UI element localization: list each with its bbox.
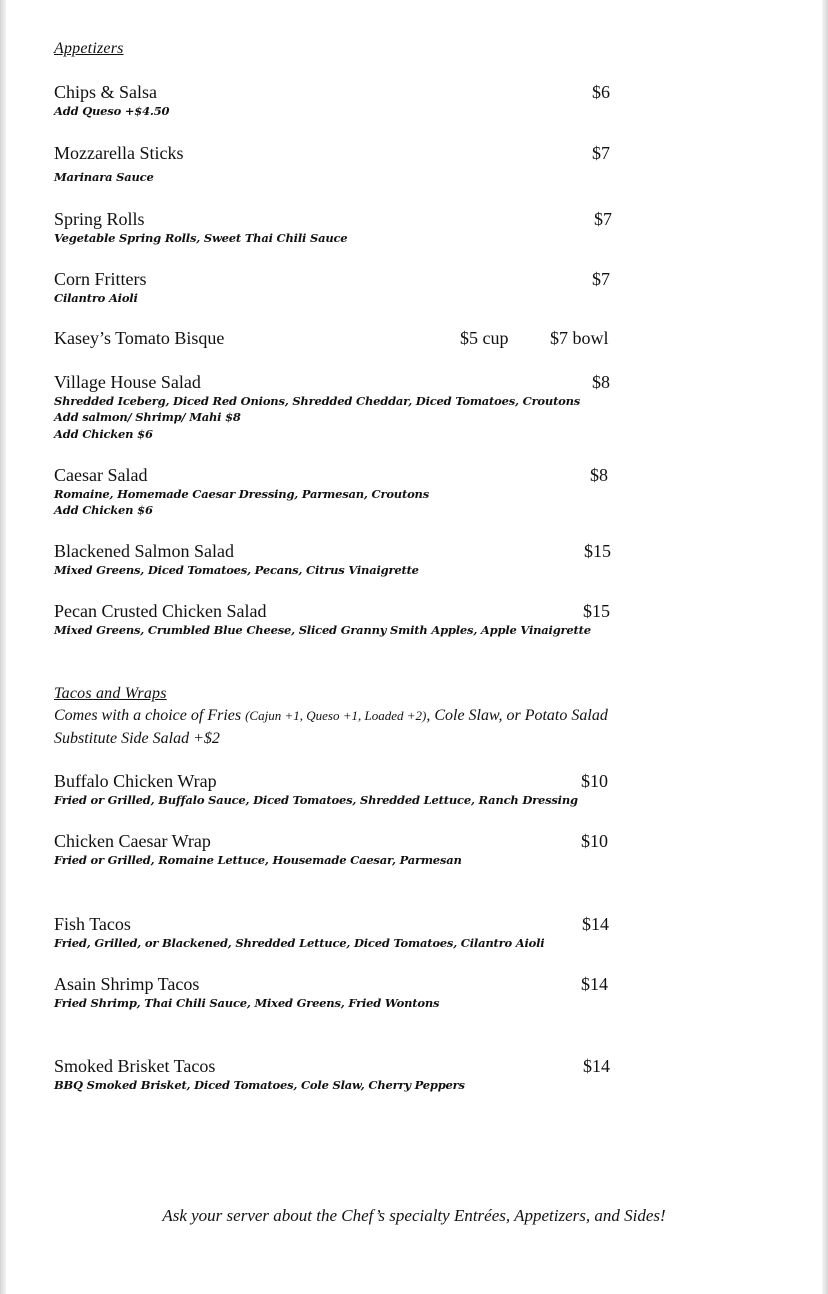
page-edge-left [0, 0, 6, 1294]
menu-item-price: $6 [592, 82, 610, 102]
menu-item-desc: BBQ Smoked Brisket, Diced Tomatoes, Cole Slaw, Cherry Peppers [54, 1078, 465, 1092]
menu-item-desc: Add salmon/ Shrimp/ Mahi $8 [54, 410, 241, 424]
menu-item-desc: Add Queso +$4.50 [54, 104, 170, 118]
menu-item-name: Chicken Caesar Wrap [54, 831, 211, 851]
menu-item-desc: Fried, Grilled, or Blackened, Shredded Lettuce, Diced Tomatoes, Cilantro Aioli [54, 936, 545, 950]
menu-item-price: $7 [592, 269, 610, 289]
menu-item-price: $10 [581, 771, 608, 791]
menu-item-price: $7 [594, 209, 612, 229]
menu-item-price: $14 [582, 914, 609, 934]
menu-item-name: Kasey’s Tomato Bisque [54, 328, 225, 348]
menu-item-desc: Mixed Greens, Diced Tomatoes, Pecans, Citrus Vinaigrette [54, 563, 419, 577]
menu-item-price: $14 [581, 974, 608, 994]
menu-item-name: Blackened Salmon Salad [54, 541, 234, 561]
menu-item-price: $15 [584, 541, 611, 561]
footer-note: Ask your server about the Chef’s specialty Entrées, Appetizers, and Sides! [162, 1206, 666, 1225]
menu-item-price: $14 [583, 1056, 610, 1076]
menu-item-desc: Add Chicken $6 [54, 503, 153, 517]
menu-item-name: Spring Rolls [54, 209, 145, 229]
menu-item-name: Pecan Crusted Chicken Salad [54, 601, 267, 621]
page-edge-right [822, 0, 828, 1294]
menu-item-name: Asain Shrimp Tacos [54, 974, 200, 994]
menu-item-desc: Fried or Grilled, Buffalo Sauce, Diced Tomatoes, Shredded Lettuce, Ranch Dressing [54, 793, 578, 807]
menu-item-price: $8 [590, 465, 608, 485]
menu-item-name: Caesar Salad [54, 465, 148, 485]
menu-item-price: $10 [581, 831, 608, 851]
tacos-side-note [54, 707, 608, 725]
menu-item-name: Chips & Salsa [54, 82, 158, 102]
menu-item-desc: Cilantro Aioli [54, 291, 138, 305]
menu-item-name: Village House Salad [54, 372, 201, 392]
menu-item-name: Buffalo Chicken Wrap [54, 771, 217, 791]
menu-item-desc: Shredded Iceberg, Diced Red Onions, Shredded Cheddar, Diced Tomatoes, Croutons [54, 394, 581, 408]
menu-item-desc: Fried or Grilled, Romaine Lettuce, Housemade Caesar, Parmesan [54, 853, 462, 867]
menu-item-name: Smoked Brisket Tacos [54, 1056, 216, 1076]
menu-item-desc: Add Chicken $6 [54, 427, 153, 441]
menu-item-desc: Romaine, Homemade Caesar Dressing, Parmesan, Croutons [54, 487, 429, 501]
tacos-heading: Tacos and Wraps [54, 685, 167, 702]
menu-item-desc: Fried Shrimp, Thai Chili Sauce, Mixed Greens, Fried Wontons [54, 996, 440, 1010]
menu-item-name: Fish Tacos [54, 914, 131, 934]
menu-item-price-cup: $5 cup [460, 328, 509, 348]
menu-item-name: Mozzarella Sticks [54, 143, 184, 163]
menu-item-desc: Marinara Sauce [54, 170, 154, 184]
tacos-note-part: Comes with a choice of Fries [54, 707, 246, 724]
menu-item-price: $8 [592, 372, 610, 392]
tacos-substitute-note: Substitute Side Salad +$2 [54, 730, 220, 747]
tacos-note-fries-options: (Cajun +1, Queso +1, Loaded +2) [245, 708, 427, 723]
menu-item-desc: Vegetable Spring Rolls, Sweet Thai Chili Sauce [54, 231, 348, 245]
menu-item-desc: Mixed Greens, Crumbled Blue Cheese, Sliced Granny Smith Apples, Apple Vinaigrette [54, 623, 591, 637]
menu-item-price: $15 [583, 601, 610, 621]
menu-item-price-bowl: $7 bowl [550, 328, 609, 348]
menu-item-price: $7 [592, 143, 610, 163]
menu-item-name: Corn Fritters [54, 269, 147, 289]
tacos-note-part: , Cole Slaw, or Potato Salad [426, 707, 608, 724]
appetizers-heading: Appetizers [54, 40, 124, 57]
